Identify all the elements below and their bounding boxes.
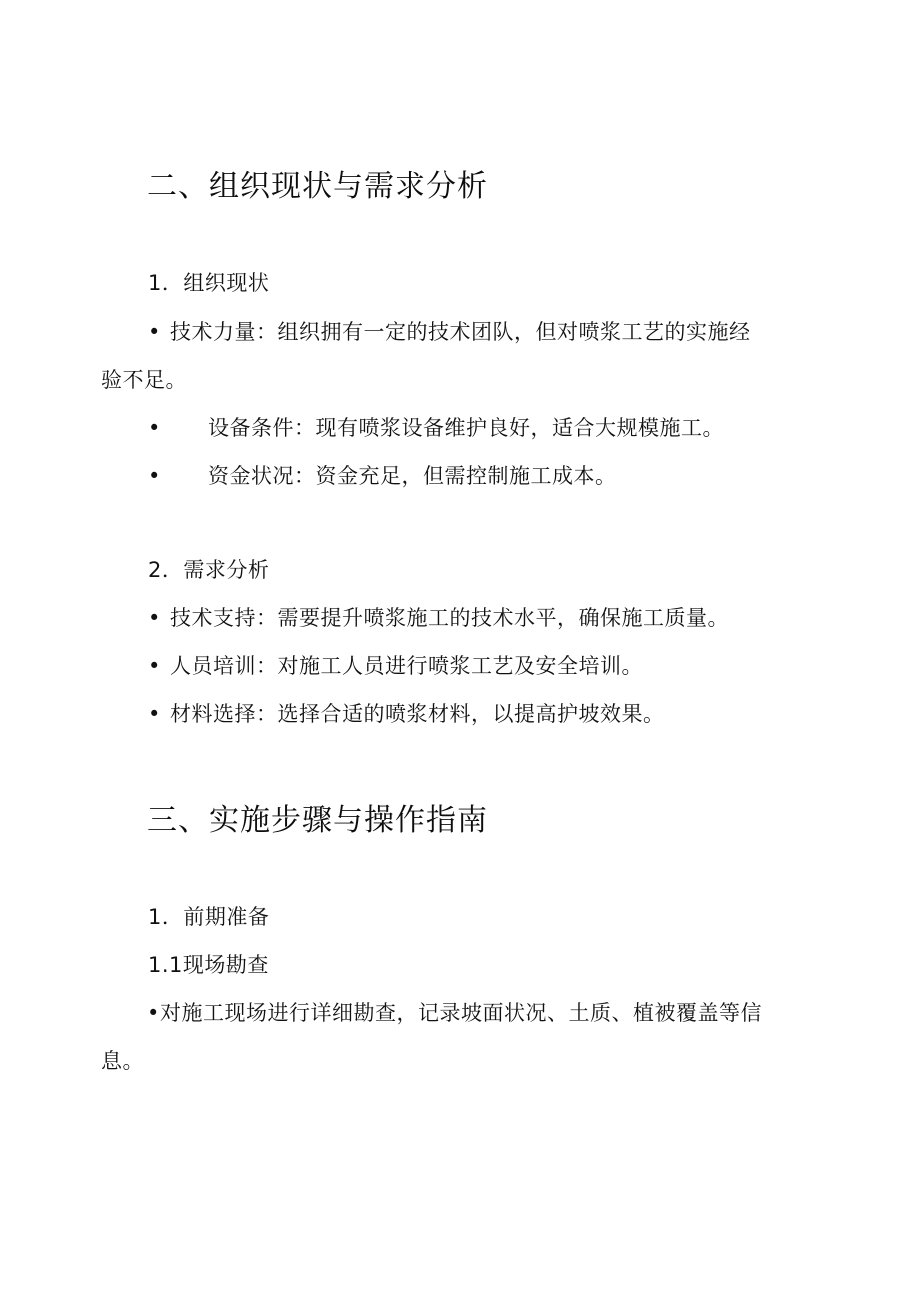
section-3-heading: 三、实施步骤与操作指南 [147,803,488,838]
section-2-heading: 二、组织现状与需求分析 [147,169,488,204]
list-item-text: 人员培训：对施工人员进行喷浆工艺及安全培训。 [170,654,643,678]
list-item-text: 材料选择：选择合适的喷浆材料，以提高护坡效果。 [170,702,665,726]
bullet-icon: • [148,702,161,726]
list-item-continuation: 息。 [101,1049,144,1073]
list-item-continuation: 验不足。 [101,368,187,392]
subsubsection-title: 1.1现场勘查 [148,953,269,977]
list-item-text: 对施工现场进行详细勘查，记录坡面状况、土质、植被覆盖等信 [160,1001,762,1025]
subsection-title: 1．组织现状 [148,271,270,295]
bullet-icon: • [148,654,161,678]
bullet-icon: • [148,464,161,488]
list-item-text: 技术力量：组织拥有一定的技术团队，但对喷浆工艺的实施经 [170,320,751,344]
subsection-title: 2．需求分析 [148,558,270,582]
subsection-title: 1．前期准备 [148,905,270,929]
bullet-icon: • [147,1001,160,1025]
list-item-text: 设备条件：现有喷浆设备维护良好，适合大规模施工。 [208,416,724,440]
list-item-text: 技术支持：需要提升喷浆施工的技术水平，确保施工质量。 [170,606,729,630]
bullet-icon: • [148,606,161,630]
bullet-icon: • [148,416,161,440]
list-item-text: 资金状况：资金充足，但需控制施工成本。 [208,464,617,488]
bullet-icon: • [148,320,161,344]
